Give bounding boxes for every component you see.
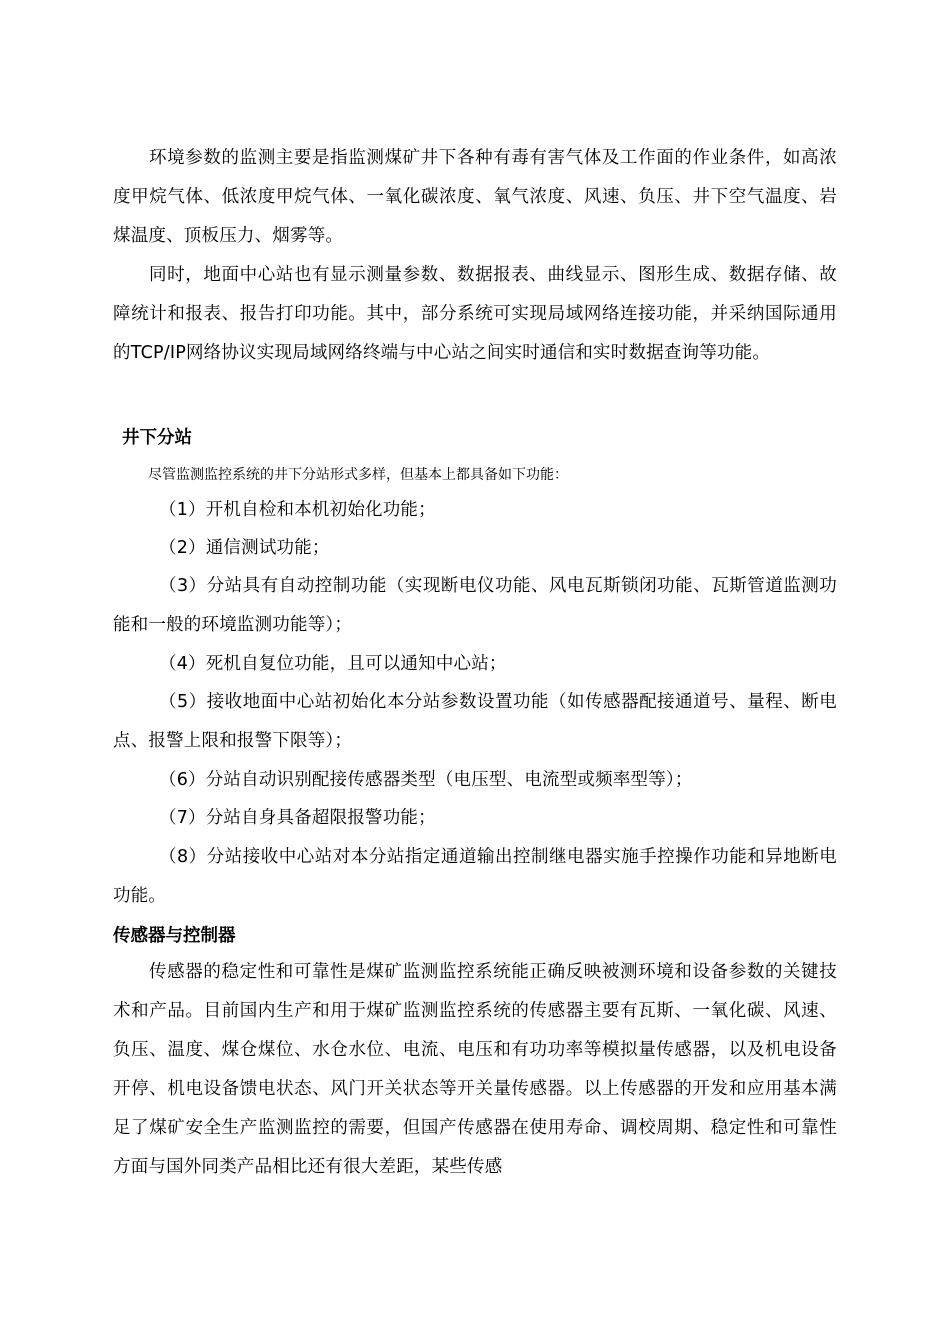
list-item-2: （2）通信测试功能；	[159, 538, 330, 558]
list-item-3: （3）分站具有自动控制功能（实现断电仪功能、风电瓦斯锁闭功能、瓦斯管道监测功能和一般的环境监测功能等）；	[113, 576, 837, 635]
intro-paragraph-2: 同时，地面中心站也有显示测量参数、数据报表、曲线显示、图形生成、数据存储、故障统计和报表、报告打印功能。其中，部分系统可实现局域网络连接功能，并采纳国际通用的TCP/IP网络协议实现局域网络终端与中心站之间实时通信和实时数据查询等功能。	[113, 265, 837, 363]
list-item-5: （5）接收地面中心站初始化本分站参数设置功能（如传感器配接通道号、量程、断电点、报警上限和报警下限等）；	[113, 692, 837, 751]
list-item-7: （7）分站自身具备超限报警功能；	[159, 808, 436, 828]
section-lead: 尽管监测监控系统的井下分站形式多样，但基本上都具备如下功能：	[148, 467, 568, 483]
list-item-8: （8）分站接收中心站对本分站指定通道输出控制继电器实施手控操作功能和异地断电功能。	[113, 847, 837, 906]
intro-paragraph-1: 环境参数的监测主要是指监测煤矿井下各种有毒有害气体及工作面的作业条件，如高浓度甲烷气体、低浓度甲烷气体、一氧化碳浓度、氧气浓度、风速、负压、井下空气温度、岩煤温度、顶板压力、烟雾等。	[113, 148, 837, 246]
section-heading-sensors: 传感器与控制器	[113, 926, 236, 946]
section-heading-substation: 井下分站	[122, 428, 192, 448]
sensors-paragraph: 传感器的稳定性和可靠性是煤矿监测监控系统能正确反映被测环境和设备参数的关键技术和产品。目前国内生产和用于煤矿监测监控系统的传感器主要有瓦斯、一氧化碳、风速、负压、温度、煤仓煤位、水仓水位、电流、电压和有功功率等模拟量传感器，以及机电设备开停、机电设备馈电状态、风门开关状态等开关量传感器。以上传感器的开发和应用基本满足了煤矿安全生产监测监控的需要，但国产传感器在使用寿命、调校周期、稳定性和可靠性方面与国外同类产品相比还有很大差距，某些传感	[113, 962, 837, 1177]
list-item-1: （1）开机自检和本机初始化功能；	[159, 500, 436, 520]
list-item-6: （6）分站自动识别配接传感器类型（电压型、电流型或频率型等）；	[159, 770, 693, 790]
list-item-4: （4）死机自复位功能，且可以通知中心站；	[159, 654, 507, 674]
